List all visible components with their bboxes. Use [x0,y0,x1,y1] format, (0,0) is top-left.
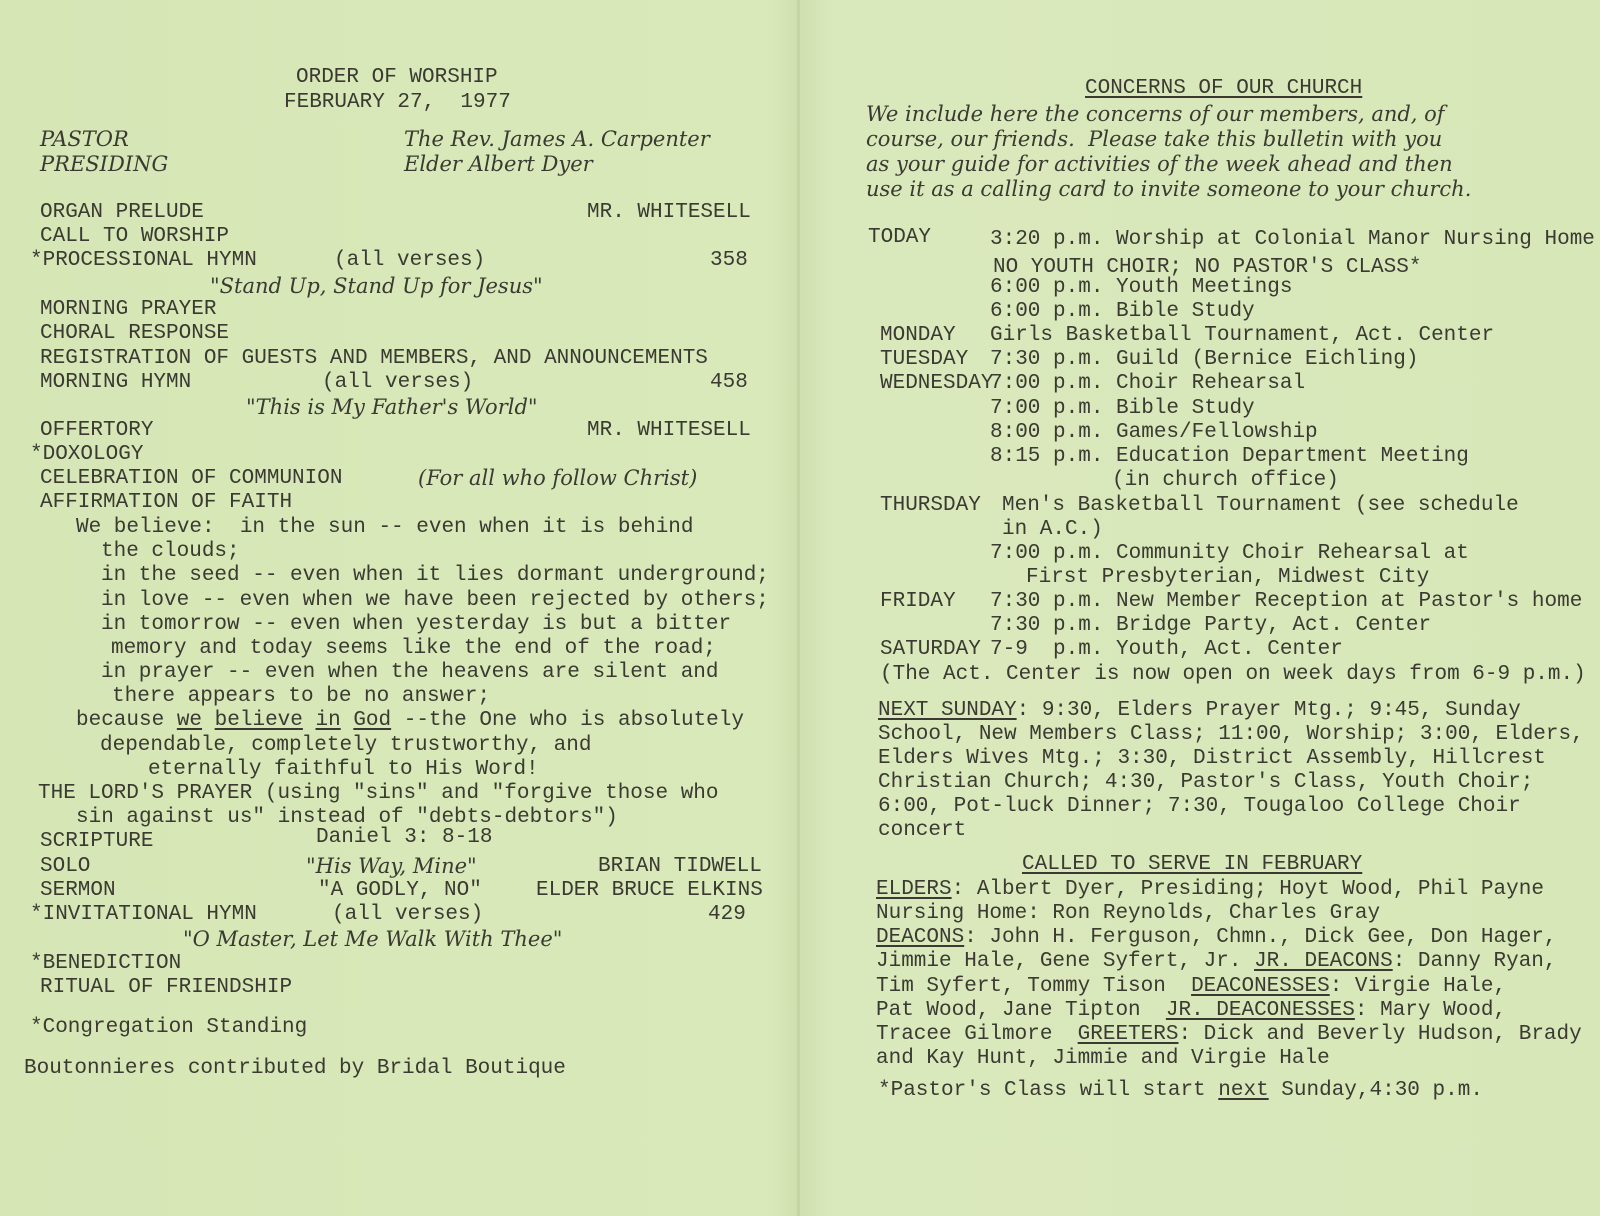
schedule-item: 3:20 p.m. Worship at Colonial Manor Nursing Home [990,228,1595,251]
affirmation-line: We believe: in the sun -- even when it is behind [76,516,694,539]
underlined-word: God [353,709,392,732]
scripture: SCRIPTURE [40,830,154,853]
affirmation-line: the clouds; [101,540,240,563]
processional-note: (all verses) [334,249,486,272]
schedule-item: (in church office) [1112,469,1339,492]
service-line [876,950,1557,974]
pastor-class-note [878,1079,1483,1103]
schedule-item: 6:00 p.m. Youth Meetings [990,276,1293,299]
morning-hymn: MORNING HYMN [40,371,192,394]
sermon-by: ELDER BRUCE ELKINS [536,879,763,902]
concerns-intro: use it as a calling card to invite someone to your church. [866,177,1472,201]
schedule-item: NO YOUTH CHOIR; NO PASTOR'S CLASS* [993,256,1422,279]
communion: CELEBRATION OF COMMUNION [40,467,343,490]
concerns-intro: We include here the concerns of our members, and, of [866,102,1445,126]
schedule-item: 7-9 p.m. Youth, Act. Center [990,638,1343,661]
order-title: ORDER OF WORSHIP [296,66,498,89]
affirmation-line: eternally faithful to His Word! [148,758,539,781]
role-label: ELDERS [876,878,952,901]
schedule-item: 8:15 p.m. Education Department Meeting [990,445,1469,468]
morning-hymn-note: (all verses) [322,371,474,394]
text-span: --the One who is absolutely [391,709,744,732]
affirmation-line: in love -- even when we have been rejected by others; [101,589,769,612]
doxology: *DOXOLOGY [30,443,144,466]
invitational-note: (all verses) [332,903,484,926]
morning-hymn-title: "This is My Father's World" [246,395,538,419]
processional-hymn: *PROCESSIONAL HYMN [30,249,257,272]
schedule-item: 6:00 p.m. Bible Study [990,300,1255,323]
ritual-of-friendship: RITUAL OF FRIENDSHIP [40,976,293,999]
underlined-word: in [315,709,341,732]
schedule-item: 7:30 p.m. New Member Reception at Pastor's home [990,590,1583,613]
offertory-by: MR. WHITESELL [587,419,751,442]
pastor-name: The Rev. James A. Carpenter [404,127,710,151]
text-span: Jimmie Hale, Gene Syfert, Jr. [876,950,1255,973]
day-saturday: SATURDAY [880,638,981,661]
invitational-hymn: *INVITATIONAL HYMN [30,903,257,926]
invitational-title: "O Master, Let Me Walk With Thee" [183,927,563,951]
solo: SOLO [40,855,91,878]
text-span: : John H. Ferguson, Chmn., Dick Gee, Don Hager, [964,926,1557,949]
day-today: TODAY [868,226,932,249]
day-wednesday: WEDNESDAY [880,372,994,395]
next-sunday-line: Christian Church; 4:30, Pastor's Class, Youth Choir; [878,771,1534,794]
pastor-label: PASTOR [40,127,129,151]
role-label: DEACONS [876,926,965,949]
benediction: *BENEDICTION [30,952,182,975]
next-sunday-line: School, New Members Class; 11:00, Worship; 3:00, Elders, [878,723,1584,746]
text-span: *Pastor's Class will start [878,1079,1219,1102]
morning-prayer: MORNING PRAYER [40,298,217,321]
affirmation-line [76,709,744,733]
boutonnieres-note: Boutonnieres contributed by Bridal Boutique [24,1057,566,1080]
service-line [876,926,1557,950]
affirmation-line: in tomorrow -- even when yesterday is but a bitter [101,613,732,636]
sermon-title: "A GODLY, NO" [318,879,482,902]
role-label: JR. DEACONS [1254,950,1393,973]
role-label: GREETERS [1077,1023,1179,1046]
concerns-intro: as your guide for activities of the week ahead and then [866,152,1453,176]
text-span: : Virgie Hale, [1329,975,1507,998]
service-line: and Kay Hunt, Jimmie and Virgie Hale [876,1047,1330,1070]
congregation-footnote: *Congregation Standing [30,1016,308,1039]
registration: REGISTRATION OF GUESTS AND MEMBERS, AND ANNOUNCEMENTS [40,347,708,370]
text-span: : Danny Ryan, [1392,950,1557,973]
next-sunday-line: 6:00, Pot-luck Dinner; 7:30, Tougaloo College Choir [878,795,1521,818]
schedule-item: 7:00 p.m. Choir Rehearsal [990,372,1306,395]
processional-number: 358 [710,249,748,272]
next-sunday-line: Elders Wives Mtg.; 3:30, District Assembly, Hillcrest [878,747,1546,770]
morning-hymn-number: 458 [710,371,748,394]
day-monday: MONDAY [880,324,956,347]
sermon: SERMON [40,879,116,902]
text-span: : Dick and Beverly Hudson, Brady [1178,1023,1582,1046]
service-line [876,878,1544,902]
text-span: because [76,709,177,732]
text-span: Sunday,4:30 p.m. [1268,1079,1483,1102]
schedule-item: 7:30 p.m. Bridge Party, Act. Center [990,614,1432,637]
organ-prelude-by: MR. WHITESELL [587,201,751,224]
offertory: OFFERTORY [40,419,154,442]
schedule-item: 8:00 p.m. Games/Fellowship [990,421,1318,444]
text-span: : 9:30, Elders Prayer Mtg.; 9:45, Sunday [1016,699,1521,722]
day-tuesday: TUESDAY [880,348,969,371]
scripture-ref: Daniel 3: 8-18 [316,826,493,849]
role-label: DEACONESSES [1191,975,1330,998]
underlined-word: we [176,709,203,732]
next-sunday-line: concert [878,819,967,842]
text-span: Tim Syfert, Tommy Tison [876,975,1192,998]
order-date: FEBRUARY 27, 1977 [284,91,511,114]
affirmation-line: dependable, completely trustworthy, and [100,734,592,757]
service-line: Nursing Home: Ron Reynolds, Charles Gray [876,902,1381,925]
affirmation-line: in prayer -- even when the heavens are silent and [101,661,719,684]
schedule-item: Girls Basketball Tournament, Act. Center [990,324,1495,347]
act-center-note: (The Act. Center is now open on week days from 6-9 p.m.) [880,663,1586,686]
page-fold [797,0,800,1216]
underlined-word: believe [214,709,303,732]
text-span: : Albert Dyer, Presiding; Hoyt Wood, Phil Payne [951,878,1544,901]
solo-title: "His Way, Mine" [306,854,477,878]
communion-note: (For all who follow Christ) [418,466,698,490]
role-label: JR. DEACONESSES [1165,999,1355,1022]
concerns-intro: course, our friends. Please take this bulletin with you [866,127,1443,151]
service-line [876,999,1506,1023]
invitational-number: 429 [708,903,746,926]
text-span: Tracee Gilmore [876,1023,1078,1046]
schedule-item: First Presbyterian, Midwest City [1026,566,1430,589]
day-friday: FRIDAY [880,590,956,613]
presiding-label: PRESIDING [40,152,169,176]
schedule-item: Men's Basketball Tournament (see schedule [1002,494,1519,517]
concerns-title: CONCERNS OF OUR CHURCH [1085,77,1363,100]
next-sunday-line [878,699,1521,723]
affirmation-line: in the seed -- even when it lies dormant underground; [101,564,769,587]
service-line [876,1023,1582,1047]
processional-title: "Stand Up, Stand Up for Jesus" [210,274,543,298]
presiding-name: Elder Albert Dyer [404,152,593,176]
text-span: : Mary Wood, [1354,999,1507,1022]
organ-prelude: ORGAN PRELUDE [40,201,204,224]
schedule-item: in A.C.) [1002,518,1103,541]
underlined-word: next [1218,1079,1269,1102]
choral-response: CHORAL RESPONSE [40,322,230,345]
affirmation-heading: AFFIRMATION OF FAITH [40,491,293,514]
lords-prayer: THE LORD'S PRAYER (using "sins" and "forgive those who [38,782,719,805]
affirmation-line: memory and today seems like the end of the road; [111,637,716,660]
text-span: Pat Wood, Jane Tipton [876,999,1166,1022]
affirmation-line: there appears to be no answer; [112,685,491,708]
called-to-serve-title: CALLED TO SERVE IN FEBRUARY [1022,853,1363,876]
schedule-item: 7:00 p.m. Community Choir Rehearsal at [990,542,1469,565]
solo-by: BRIAN TIDWELL [598,855,762,878]
lords-prayer-note: sin against us" instead of "debts-debtors") [76,806,618,829]
day-thursday: THURSDAY [880,494,981,517]
schedule-item: 7:30 p.m. Guild (Bernice Eichling) [990,348,1419,371]
schedule-item: 7:00 p.m. Bible Study [990,397,1255,420]
service-line [876,975,1506,999]
next-sunday-label: NEXT SUNDAY [878,699,1017,722]
call-to-worship: CALL TO WORSHIP [40,225,230,248]
